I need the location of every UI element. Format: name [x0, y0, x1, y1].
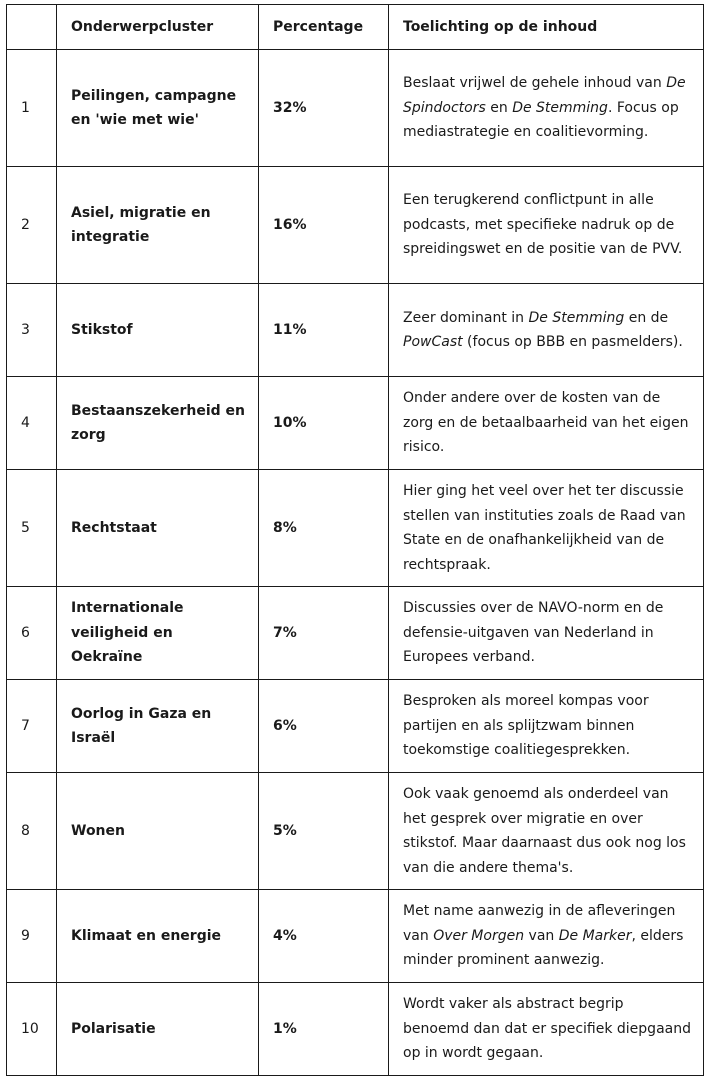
percentage: 7% — [259, 587, 389, 680]
table-row — [7, 470, 704, 587]
explanation-text: (focus op BBB en pasmelders). — [462, 334, 683, 350]
row-number: 6 — [7, 587, 57, 680]
explanation-text: Onder andere over de kosten van de zorg en de betaalbaarheid van het eigen risico. — [403, 390, 689, 456]
table-row — [7, 377, 704, 470]
table-row — [7, 50, 704, 167]
explanation — [389, 377, 704, 470]
topic-cluster: Rechtstaat — [57, 470, 259, 587]
header-explanation: Toelichting op de inhoud — [389, 5, 704, 50]
row-number: 10 — [7, 983, 57, 1076]
percentage: 16% — [259, 167, 389, 284]
explanation-text: Beslaat vrijwel de gehele inhoud van — [403, 75, 667, 92]
percentage: 32% — [259, 50, 389, 167]
row-number: 8 — [7, 773, 57, 890]
row-number: 1 — [7, 50, 57, 167]
topic-cluster: Asiel, migratie en integratie — [57, 167, 259, 284]
explanation — [389, 470, 704, 587]
explanation-text: Zeer dominant in — [403, 309, 529, 326]
explanation — [389, 680, 704, 773]
topic-cluster: Stikstof — [57, 284, 259, 377]
explanation — [389, 167, 704, 284]
topic-cluster: Wonen — [57, 773, 259, 890]
explanation — [389, 284, 704, 377]
explanation-text: , elders minder prominent aanwezig. — [403, 927, 684, 969]
row-number: 7 — [7, 680, 57, 773]
table-row — [7, 773, 704, 890]
percentage: 10% — [259, 377, 389, 470]
explanation-text: Wordt vaker als abstract begrip benoemd dan dat er specifiek diepgaand op in wordt gegaan. — [403, 996, 691, 1062]
explanation — [389, 587, 704, 680]
explanation-text: en — [485, 99, 513, 116]
explanation — [389, 890, 704, 983]
explanation-text: Hier ging het veel over het ter discussie stellen van instituties zoals de Raad van State en de onafhankelijkheid van de rechtspraak. — [403, 483, 686, 573]
topic-cluster: Oorlog in Gaza en Israël — [57, 680, 259, 773]
header-percentage: Percentage — [259, 5, 389, 50]
percentage: 6% — [259, 680, 389, 773]
topic-cluster: Internationale veiligheid en Oekraïne — [57, 587, 259, 680]
topic-cluster: Bestaanszekerheid en zorg — [57, 377, 259, 470]
explanation-title: Over Morgen — [433, 927, 525, 944]
explanation-title: De Marker — [558, 927, 632, 944]
row-number: 3 — [7, 284, 57, 377]
header-topic-cluster: Onderwerpcluster — [57, 5, 259, 50]
topic-cluster: Polarisatie — [57, 983, 259, 1076]
explanation-title: De Stemming — [512, 99, 608, 116]
explanation-text: Besproken als moreel kompas voor partijen en als splijtzwam binnen toekomstige coalitiegesprekken. — [403, 693, 649, 759]
explanation-title: De Spindoctors — [403, 75, 686, 116]
topic-cluster: Peilingen, campagne en 'wie met wie' — [57, 50, 259, 167]
header-number — [7, 5, 57, 50]
explanation-text: Discussies over de NAVO-norm en de defensie-uitgaven van Nederland in Europees verband. — [403, 600, 664, 666]
topic-cluster-table — [6, 4, 704, 1076]
table-row — [7, 284, 704, 377]
percentage: 5% — [259, 773, 389, 890]
row-number: 4 — [7, 377, 57, 470]
percentage: 4% — [259, 890, 389, 983]
explanation-text: Een terugkerend conflictpunt in alle podcasts, met specifieke nadruk op de spreidingswet en de positie van de PVV. — [403, 192, 683, 258]
explanation — [389, 773, 704, 890]
explanation-text: en de — [624, 309, 669, 326]
explanation-text: van — [524, 927, 559, 944]
table-row — [7, 983, 704, 1076]
explanation-title: PowCast — [403, 334, 463, 350]
explanation-text: . Focus op mediastrategie en coalitievorming. — [403, 99, 679, 141]
row-number: 9 — [7, 890, 57, 983]
row-number: 2 — [7, 167, 57, 284]
table-row — [7, 890, 704, 983]
explanation-text: Ook vaak genoemd als onderdeel van het gesprek over migratie en over stikstof. Maar daarnaast dus ook nog los van die andere thema's. — [403, 786, 686, 876]
explanation-title: De Stemming — [528, 309, 625, 326]
explanation-text: Met name aanwezig in de afleveringen van — [403, 903, 676, 944]
explanation — [389, 983, 704, 1076]
explanation — [389, 50, 704, 167]
table-row — [7, 167, 704, 284]
percentage: 8% — [259, 470, 389, 587]
table-row — [7, 680, 704, 773]
row-number: 5 — [7, 470, 57, 587]
table-row — [7, 587, 704, 680]
percentage: 1% — [259, 983, 389, 1076]
topic-cluster: Klimaat en energie — [57, 890, 259, 983]
percentage: 11% — [259, 284, 389, 377]
header-row — [7, 5, 704, 50]
